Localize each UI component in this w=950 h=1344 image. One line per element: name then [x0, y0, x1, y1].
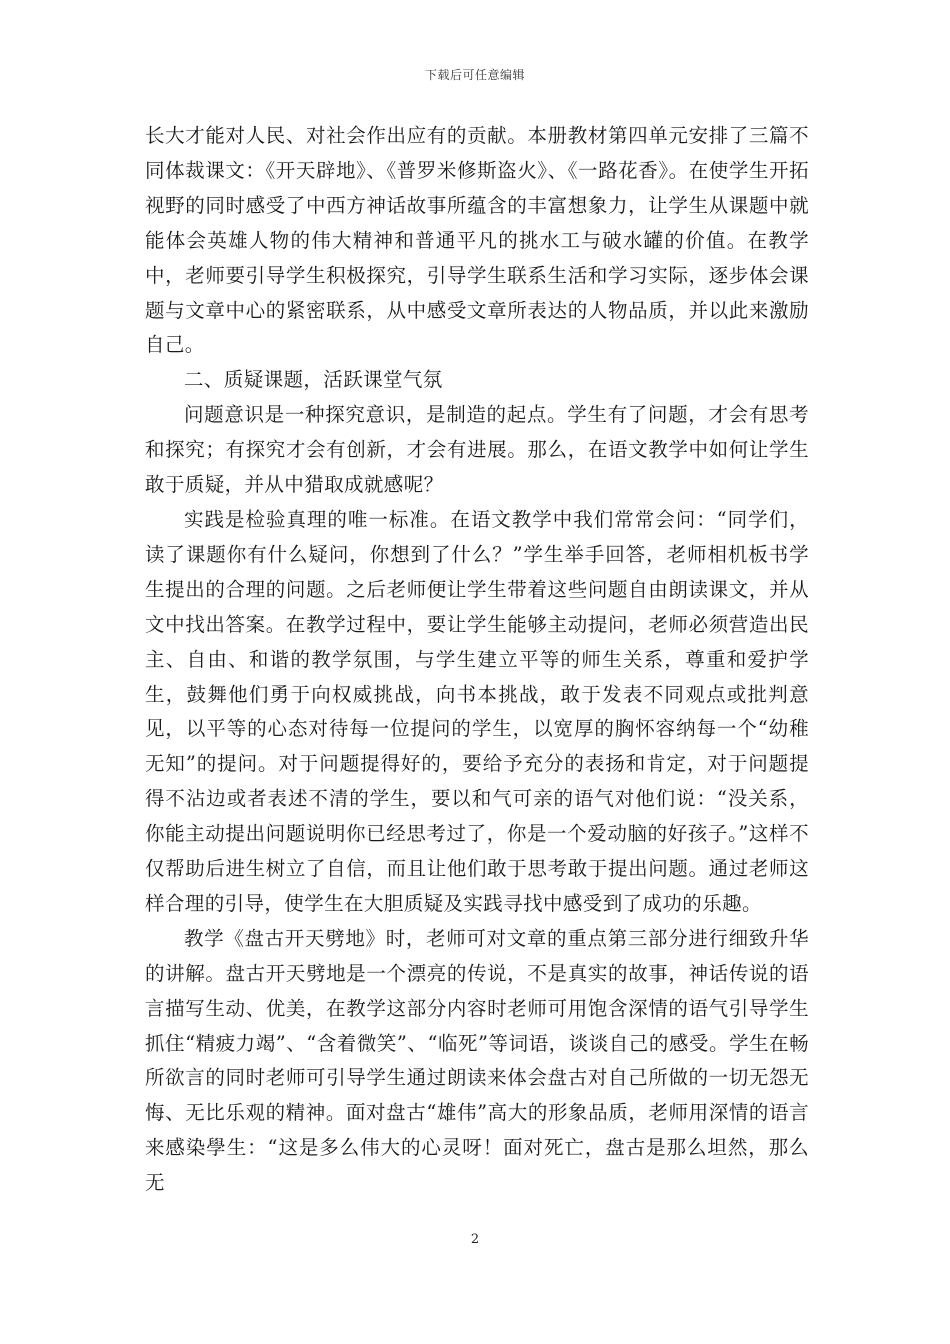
section-heading: 二、质疑课题，活跃课堂气氛: [184, 368, 443, 392]
page-header: 下载后可任意编辑: [424, 68, 525, 82]
paragraph: 教学《盘古开天劈地》时，老师可对文章的重点第三部分进行细致升华的讲解。盘古开天劈地是一个漂亮的传说，不是真实的故事，神话传说的语言描写生动、优美，在教学这部分内容时老师可用饱含深情的语气引导学生抓住“精疲力竭”、“含着微笑”、“临死”等词语，谈谈自己的感受。学生在畅所欲言的同时老师可引导学生通过朗读来体会盘古对自己所做的一切无怨无悔、无比乐观的精神。面对盘古“雄伟”高大的形象品质，老师用深情的语言来感染學生：“这是多么伟大的心灵呀！面对死亡，盘古是那么坦然，那么无: [145, 926, 809, 1195]
document-body: [145, 119, 809, 1201]
page-number: 2: [470, 1232, 480, 1247]
paragraph: 实践是检验真理的唯一标准。在语文教学中我们常常会问：“同学们，读了课题你有什么疑问，你想到了什么？”学生举手回答，老师相机板书学生提出的合理的问题。之后老师便让学生带着这些问题自由朗读课文，并从文中找出答案。在教学过程中，要让学生能够主动提问，老师必须营造出民主、自由、和谐的教学氛围，与学生建立平等的师生关系，尊重和爱护学生，鼓舞他们勇于向权威挑战，向书本挑战，敢于发表不同观点或批判意见，以平等的心态对待每一位提问的学生，以宽厚的胸怀容纳每一个“幼稚无知”的提问。对于问题提得好的，要给予充分的表扬和肯定，对于问题提得不沾边或者表述不清的学生，要以和气可亲的语气对他们说：“没关系，你能主动提出问题说明你已经思考过了，你是一个爱动脑的好孩子。”这样不仅帮助后进生树立了自信，而且让他们敢于思考敢于提出问题。通过老师这样合理的引导，使学生在大胆质疑及实践寻找中感受到了成功的乐趣。: [145, 507, 809, 915]
paragraph: 问题意识是一种探究意识，是制造的起点。学生有了问题，才会有思考和探究；有探究才会有创新，才会有进展。那么，在语文教学中如何让学生敢于质疑，并从中猎取成就感呢？: [145, 403, 809, 497]
paragraph-continuation: 长大才能对人民、对社会作出应有的贡献。本册教材第四单元安排了三篇不同体裁课文：《开天辟地》、《普罗米修斯盗火》、《一路花香》。在使学生开拓视野的同时感受了中西方神话故事所蕴含的丰富想象力，让学生从课题中就能体会英雄人物的伟大精神和普通平凡的挑水工与破水罐的价值。在教学中，老师要引导学生积极探究，引导学生联系生活和学习实际，逐步体会课题与文章中心的紧密联系，从中感受文章所表达的人物品质，并以此来激励自己。: [145, 124, 809, 357]
